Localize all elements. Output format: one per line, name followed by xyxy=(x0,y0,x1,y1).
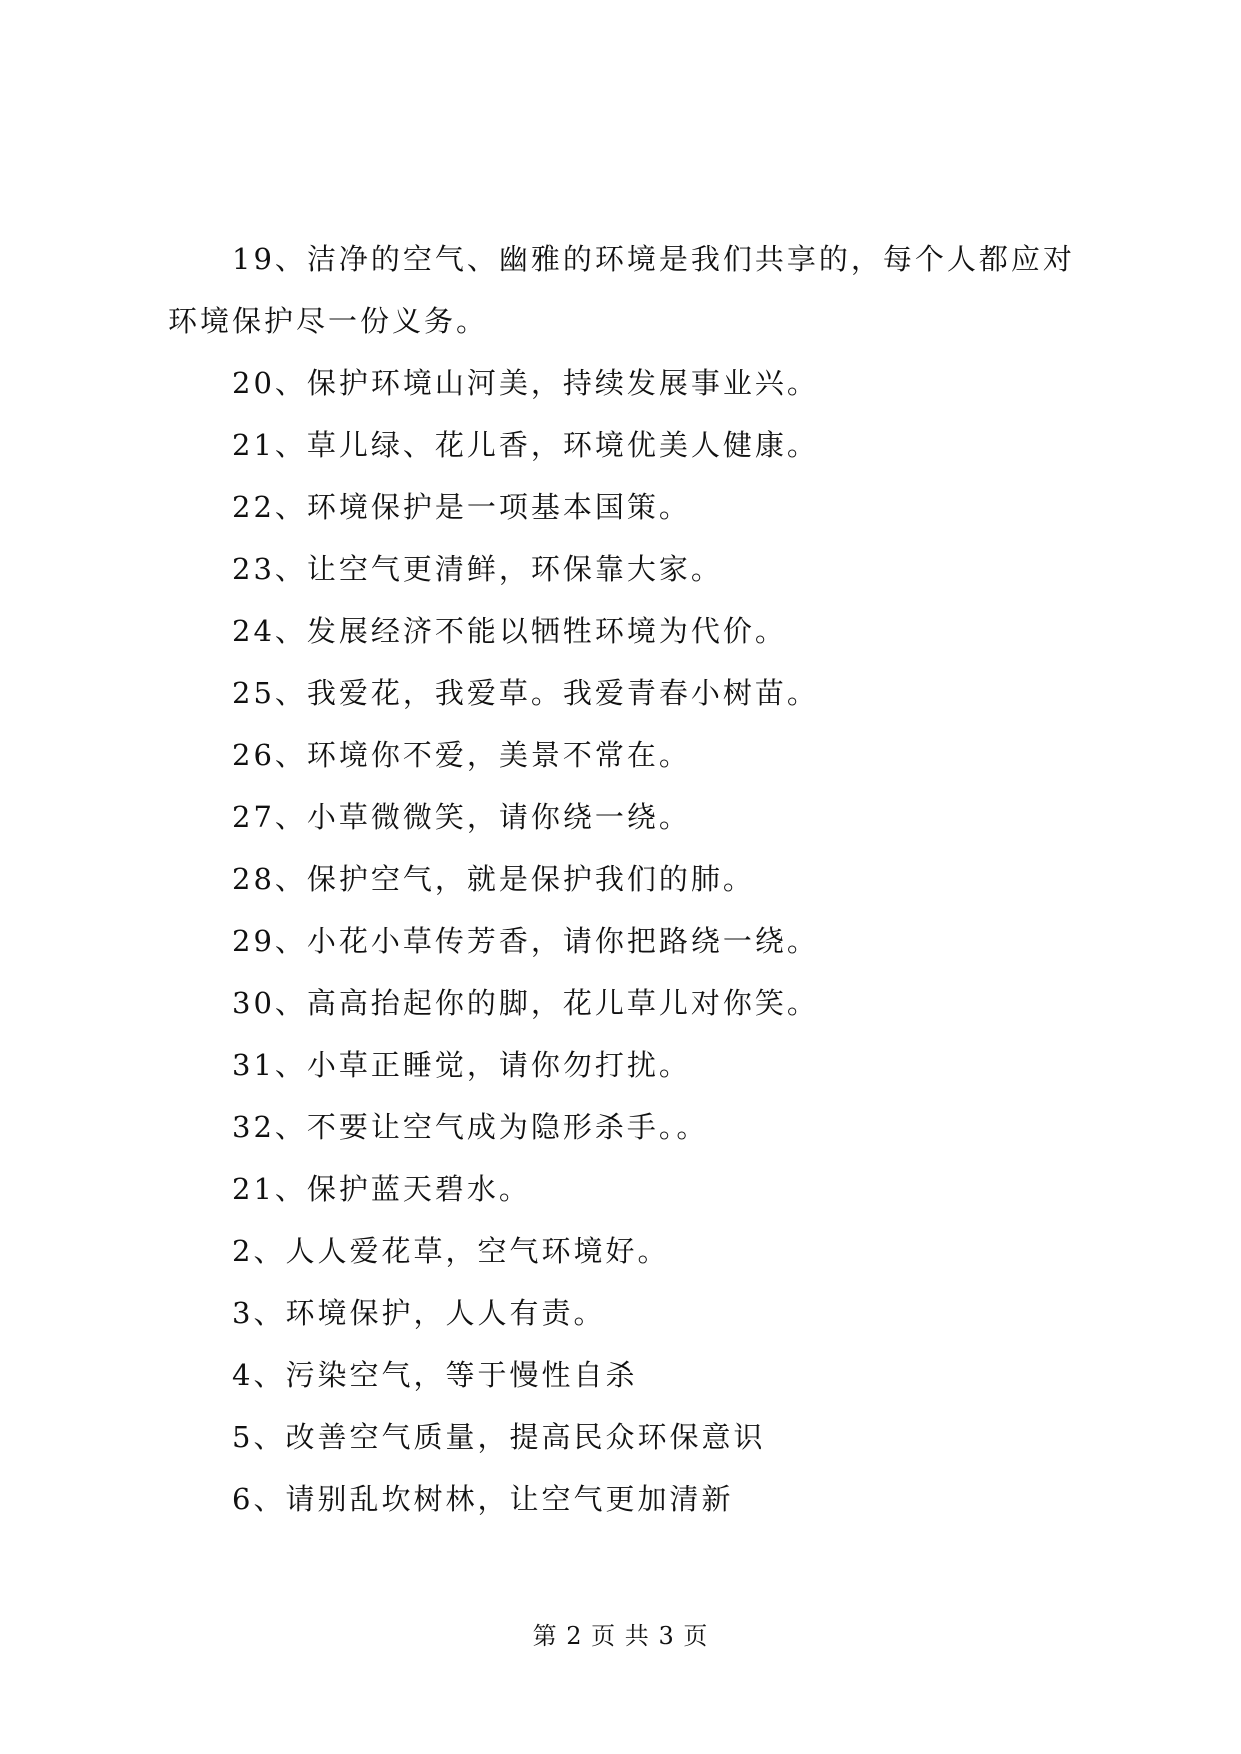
slogan-item-2: 2、人人爱花草，空气环境好。 xyxy=(232,1234,670,1268)
slogan-item-32: 32、不要让空气成为隐形杀手。。 xyxy=(232,1110,709,1144)
page-number-footer: 第 2 页 共 3 页 xyxy=(532,1622,709,1650)
slogan-item-22: 22、环境保护是一项基本国策。 xyxy=(232,490,691,524)
document-body xyxy=(168,228,1088,1530)
slogan-item-3: 3、环境保护，人人有责。 xyxy=(232,1296,606,1330)
slogan-item-25: 25、我爱花，我爱草。我爱青春小树苗。 xyxy=(232,676,819,710)
slogan-item-6: 6、请别乱坎树林，让空气更加清新 xyxy=(232,1482,734,1516)
slogan-item-30: 30、高高抬起你的脚，花儿草儿对你笑。 xyxy=(232,986,819,1020)
slogan-item-26: 26、环境你不爱，美景不常在。 xyxy=(232,738,691,772)
slogan-item-29: 29、小花小草传芳香，请你把路绕一绕。 xyxy=(232,924,819,958)
slogan-item-21a: 21、草儿绿、花儿香，环境优美人健康。 xyxy=(232,428,819,462)
slogan-item-21b: 21、保护蓝天碧水。 xyxy=(232,1172,531,1206)
slogan-item-31: 31、小草正睡觉，请你勿打扰。 xyxy=(232,1048,691,1082)
slogan-item-5: 5、改善空气质量，提高民众环保意识 xyxy=(232,1420,766,1454)
slogan-item-24: 24、发展经济不能以牺牲环境为代价。 xyxy=(232,614,787,648)
slogan-item-27: 27、小草微微笑，请你绕一绕。 xyxy=(232,800,691,834)
slogan-item-19: 19、洁净的空气、幽雅的环境是我们共享的，每个人都应对环境保护尽一份义务。 xyxy=(168,242,1075,338)
slogan-item-28: 28、保护空气，就是保护我们的肺。 xyxy=(232,862,755,896)
slogan-item-20: 20、保护环境山河美，持续发展事业兴。 xyxy=(232,366,819,400)
slogan-item-4: 4、污染空气，等于慢性自杀 xyxy=(232,1358,638,1392)
slogan-item-23: 23、让空气更清鲜，环保靠大家。 xyxy=(232,552,723,586)
